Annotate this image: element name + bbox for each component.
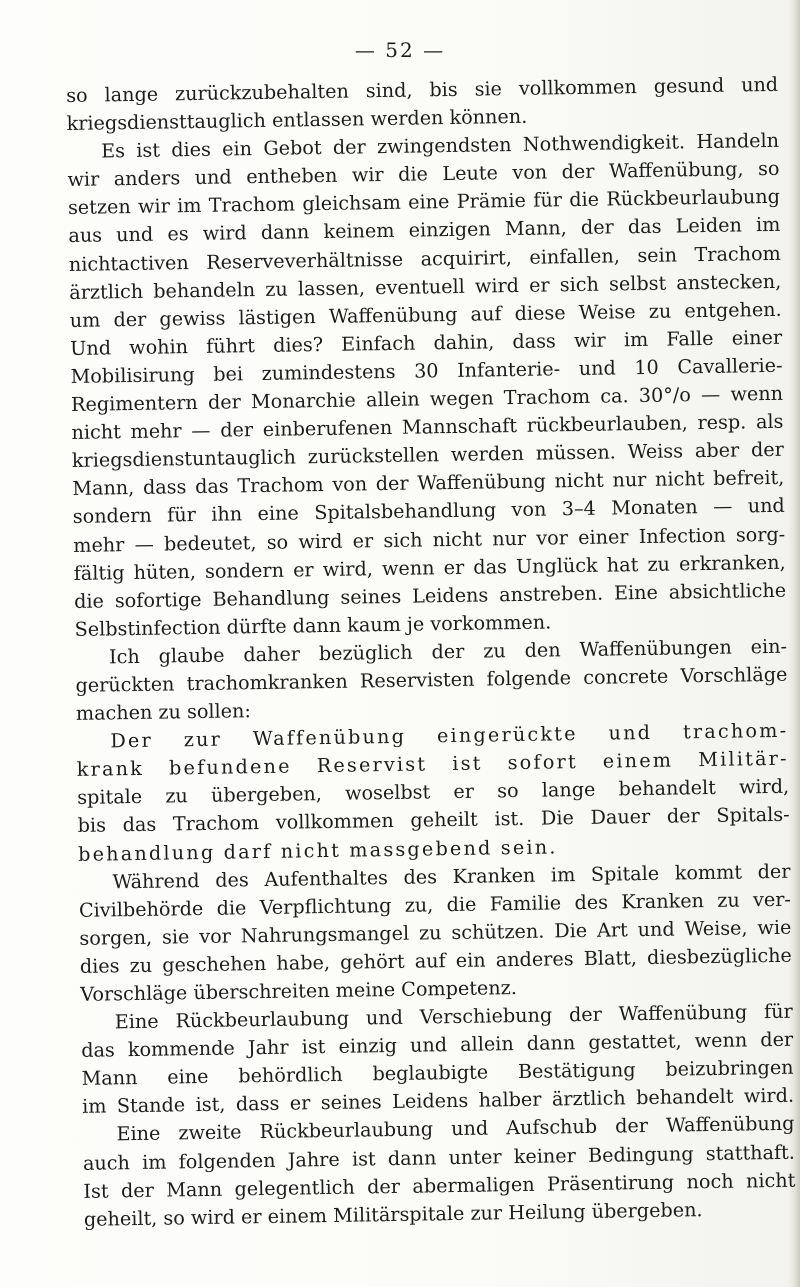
text-line-14: kriegsdienstuntauglich zurückstellen werden müssen. Weiss aber der: [71, 437, 785, 473]
text-line-3: Es ist dies ein Gebot der zwingendsten Nothwendigkeit. Handeln: [100, 128, 780, 163]
text-line-7: nichtactiven Reserveverhältnisse acquirirt, einfallen, sein Trachom: [68, 241, 781, 276]
text-line-38: Eine zweite Rückbeurlaubung und Aufschub der Waffenübung: [116, 1112, 795, 1146]
body-text: [66, 71, 796, 1234]
text-line-34: Eine Rückbeurlaubung und Verschiebung der Waffenübung für: [114, 999, 793, 1034]
text-line-35: das kommende Jahr ist einzig und allein dann gestattet, wenn der: [81, 1027, 794, 1063]
text-line-10: Und wohin führt dies? Einfach dahin, dass wir im Falle einer: [70, 325, 783, 360]
text-line-41: geheilt, so wird er einem Militärspitale zur Heilung übergeben.: [83, 1197, 703, 1231]
text-line-11: Mobilisirung bei zumindestens 30 Infanterie- und 10 Cavallerie-: [70, 353, 783, 388]
text-line-29: Während des Aufenthaltes des Kranken im Spitale kommt der: [112, 859, 791, 893]
text-line-26: spitale zu übergeben, woselbst er so lange behandelt wird,: [77, 775, 790, 810]
text-line-31: sorgen, sie vor Nahrungsmangel zu schützen. Die Art und Weise, wie: [79, 915, 792, 950]
text-line-17: mehr — bedeutet, so wird er sich nicht nur vor einer Infection sorg-: [73, 522, 786, 557]
text-line-4: wir anders und entheben wir die Leute von der Waffenübung, so: [67, 157, 780, 192]
text-line-6: aus und es wird dann keinem einzigen Mann, der das Leiden im: [68, 213, 781, 248]
text-line-2: kriegsdiensttauglich entlassen werden können.: [66, 104, 528, 136]
text-line-30: Civilbehörde die Verpflichtung zu, die Familie des Kranken zu ver-: [78, 887, 792, 922]
text-line-25: krank befundene Reservist ist sofort einem Militär-: [76, 746, 789, 782]
text-line-20: Selbstinfection dürfte dann kaum je vorkommen.: [74, 610, 552, 641]
text-line-36: Mann eine behördlich beglaubigte Bestätigung beizubringen: [81, 1055, 794, 1091]
text-line-15: Mann, dass das Trachom von der Waffenübung nicht nur nicht befreit,: [72, 466, 785, 501]
text-line-39: auch im folgenden Jahre ist dann unter keiner Bedingung statthaft.: [82, 1140, 796, 1175]
text-line-16: sondern für ihn eine Spitalsbehandlung von 3–4 Monaten — und: [72, 494, 785, 529]
text-line-33: Vorschläge überschreiten meine Competenz.: [80, 976, 518, 1006]
text-line-37: im Stande ist, dass er seines Leidens halber ärztlich behandelt wird.: [81, 1084, 795, 1119]
text-line-19: die sofortige Behandlung seines Leidens anstreben. Eine absichtliche: [73, 578, 787, 613]
text-line-22: gerückten trachomkranken Reservisten folgende concrete Vorschläge: [75, 662, 788, 697]
text-line-21: Ich glaube daher bezüglich der zu den Waffenübungen ein-: [108, 634, 788, 669]
text-line-8: ärztlich behandeln zu lassen, eventuell wird er sich selbst anstecken,: [69, 269, 782, 304]
text-line-13: nicht mehr — der einberufenen Mannschaft rückbeurlauben, resp. als: [71, 409, 784, 445]
text-line-28: behandlung darf nicht massgebend sein.: [77, 834, 558, 866]
text-line-32: dies zu geschehen habe, gehört auf ein anderes Blatt, diesbezügliche: [79, 943, 792, 978]
text-line-5: setzen wir im Trachom gleichsam eine Prämie für die Rückbeurlaubung: [67, 185, 781, 220]
page-number: — 52 —: [354, 38, 446, 62]
text-line-1: so lange zurückzubehalten sind, bis sie vollkommen gesund und: [66, 72, 779, 107]
text-line-24: Der zur Waffenübung eingerückte und trachom-: [110, 718, 789, 753]
text-line-18: fältig hüten, sondern er wird, wenn er das Unglück hat zu erkranken,: [73, 550, 786, 585]
text-line-40: Ist der Mann gelegentlich der abermaligen Präsentirung noch nicht: [83, 1168, 796, 1203]
text-line-23: machen zu sollen:: [75, 699, 252, 725]
text-line-27: bis das Trachom vollkommen geheilt ist. Die Dauer der Spitals-: [77, 803, 790, 838]
text-line-12: Regimentern der Monarchie allein wegen Trachom ca. 30°/o — wenn: [70, 381, 784, 416]
text-line-9: um der gewiss lästigen Waffenübung auf diese Weise zu entgehen.: [69, 297, 782, 332]
